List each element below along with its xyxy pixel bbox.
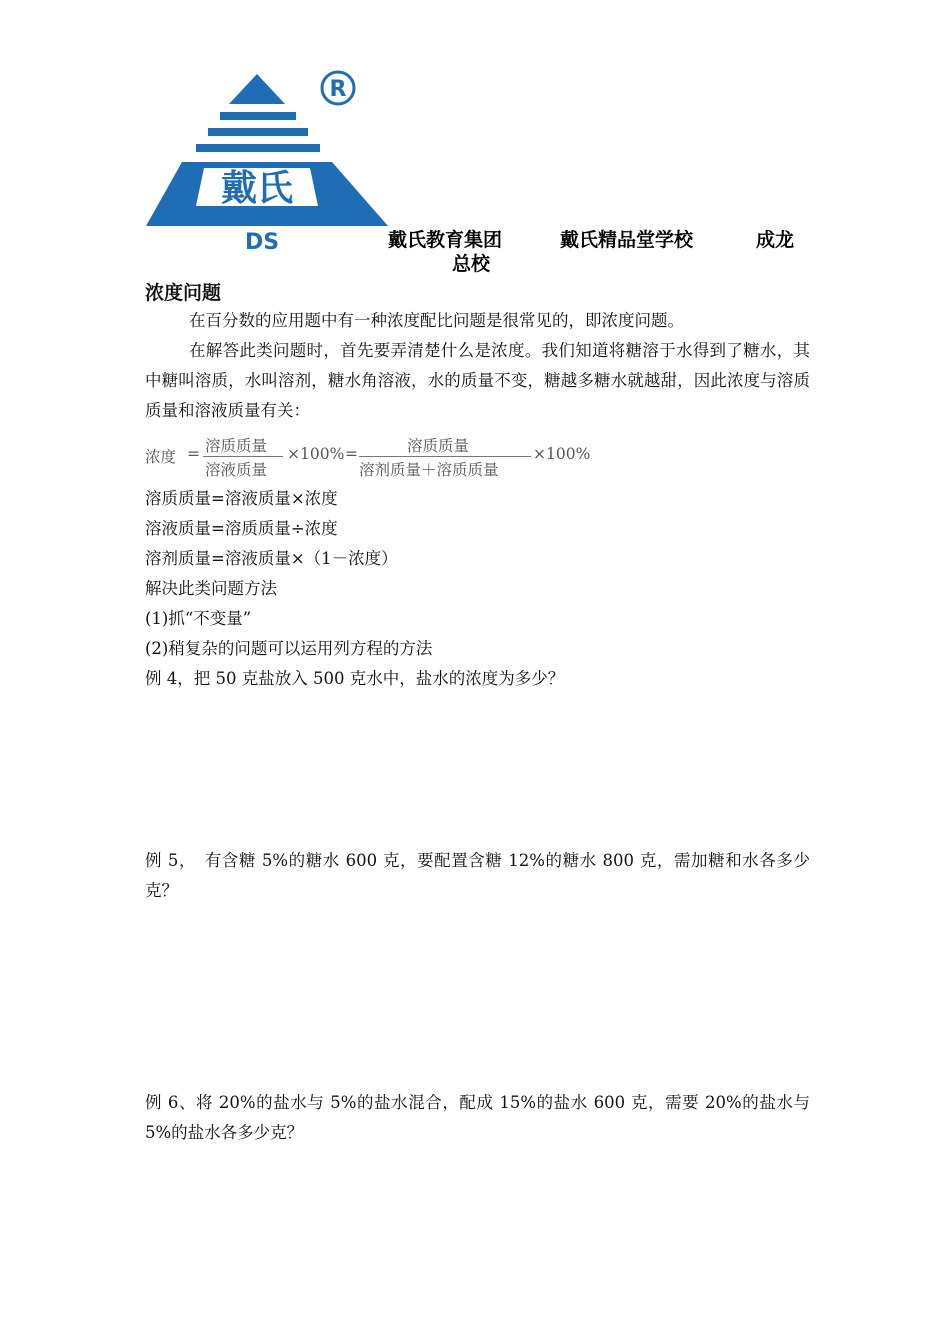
org-group: 戴氏教育集团	[388, 229, 503, 251]
formula-solute: 溶质质量=溶液质量×浓度	[145, 489, 338, 508]
org-header	[388, 228, 808, 252]
logo-text: 戴氏	[220, 167, 294, 209]
formula-solution: 溶液质量=溶质质量÷浓度	[145, 519, 338, 538]
registered-mark-icon: R	[329, 77, 347, 102]
example-6: 例 6、将 20%的盐水与 5%的盐水混合，配成 15%的盐水 600 克，需要 20%的盐水与 5%的盐水各多少克？	[145, 1093, 810, 1142]
example-5: 例 5， 有含糖 5%的糖水 600 克，要配置含糖 12%的糖水 800 克，需加糖和水各多少克？	[145, 851, 810, 900]
method-title: 解决此类问题方法	[145, 579, 277, 598]
method-2: (2)稍复杂的问题可以运用列方程的方法	[145, 639, 433, 658]
formula-solvent: 溶剂质量=溶液质量×（1－浓度）	[145, 549, 398, 568]
school-logo	[142, 66, 392, 256]
doc-title: 浓度问题	[145, 282, 222, 304]
formula-lhs: 浓度	[145, 448, 177, 466]
example-4: 例 4，把 50 克盐放入 500 克水中，盐水的浓度为多少？	[145, 669, 565, 688]
fraction-bar-1	[203, 456, 283, 457]
formula-times1: ×100%	[287, 445, 345, 463]
paragraph-intro: 在百分数的应用题中有一种浓度配比问题是很常见的，即浓度问题。	[189, 311, 684, 330]
formula-num1: 溶质质量	[205, 437, 268, 455]
org-branch-b: 总校	[452, 253, 491, 275]
formula-num2: 溶质质量	[407, 437, 470, 455]
paragraph-definition: 在解答此类问题时，首先要弄清楚什么是浓度。我们知道将糖溶于水得到了糖水，其中糖叫溶质，水叫溶剂，糖水角溶液，水的质量不变，糖越多糖水就越甜，因此浓度与溶质质量和溶液质量有关：	[145, 341, 810, 420]
org-branch-a: 成龙	[756, 229, 795, 251]
formula-den2: 溶剂质量＋溶质质量	[359, 461, 499, 479]
formula-eq1: =	[187, 445, 200, 463]
formula-eq2: =	[345, 445, 358, 463]
org-school: 戴氏精品堂学校	[560, 229, 694, 251]
concentration-formula	[145, 432, 605, 480]
method-1: (1)抓“不变量”	[145, 609, 252, 628]
logo-sub: DS	[244, 230, 280, 255]
formula-times2: ×100%	[533, 445, 591, 463]
fraction-bar-2	[359, 456, 531, 457]
formula-den1: 溶液质量	[205, 461, 268, 479]
